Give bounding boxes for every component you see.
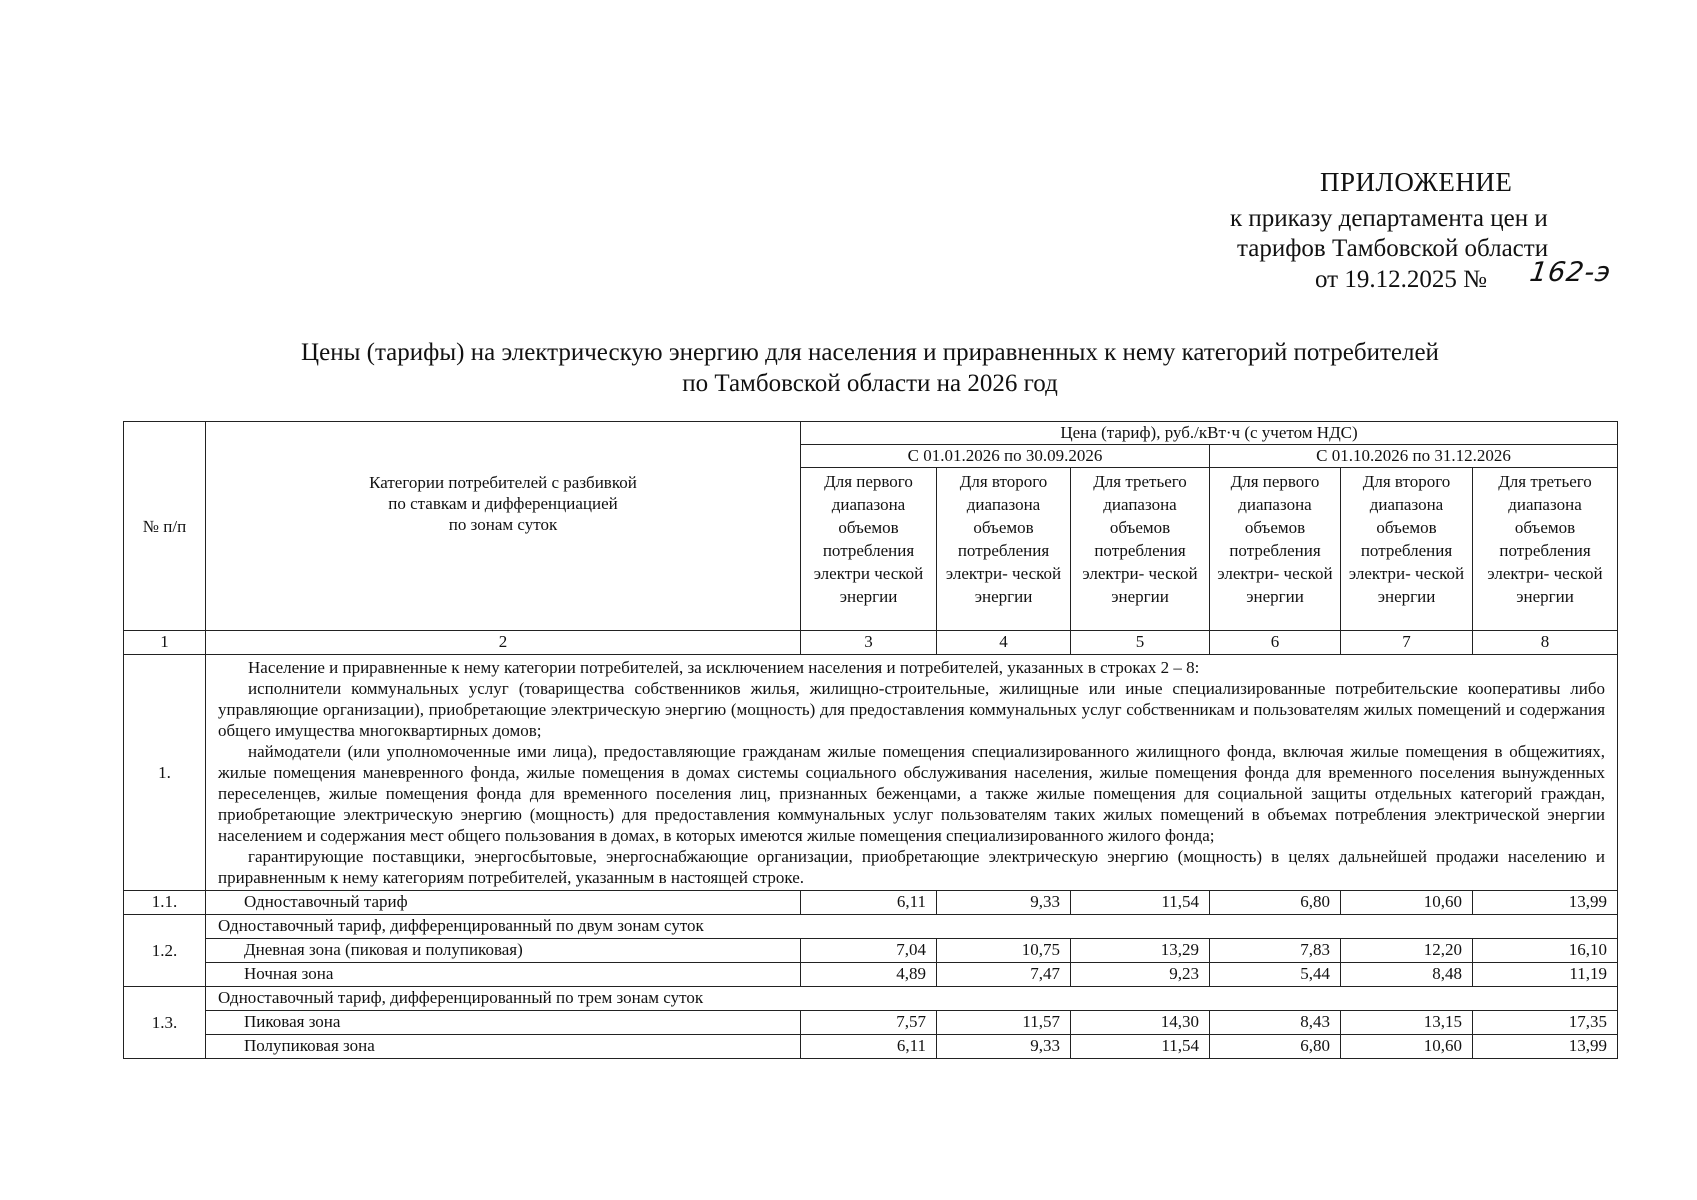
- col-number: 1: [124, 631, 206, 655]
- row-1-paragraph-1: Население и приравненные к нему категории потребителей, за исключением населения и потребителей, указанных в строках 2 – 8:: [248, 658, 1200, 677]
- tariff-value: 6,11: [801, 891, 937, 915]
- row-1-paragraph-3: наймодатели (или уполномоченные ими лица), предоставляющие гражданам жилые помещения специализированного жилищного фонда, включая жилые помещения в общежитиях, жилые помещения маневренного фонда, жилые помещения в домах системы социального обслуживания населения, жилые помещения фонда для временного поселения вынужденных переселенцев, жилые помещения фонда для временного поселения лиц, признанных беженцами, а также жилые помещения для социальной защиты отдельных категорий граждан, приобретающие электрическую энергию (мощность) для предоставления коммунальных услуг пользователям таких жилых помещений в объемах потребления электрической энергии населением и содержания мест общего пользования в домах, в которых имеются жилые помещения специализированного жилого фонда;: [218, 742, 1606, 845]
- tariff-value: 9,33: [937, 1035, 1071, 1059]
- row-group-label: Одноставочный тариф, дифференцированный по трем зонам суток: [206, 987, 1618, 1011]
- row-group-label: Одноставочный тариф, дифференцированный по двум зонам суток: [206, 915, 1618, 939]
- appendix-line-1: к приказу департамента цен и: [1230, 205, 1548, 232]
- col-header-category-line-3: по зонам суток: [448, 514, 558, 534]
- document-title-line-2: по Тамбовской области на 2026 год: [682, 370, 1058, 397]
- appendix-title: ПРИЛОЖЕНИЕ: [1320, 167, 1513, 197]
- tariff-value: 17,35: [1473, 1011, 1618, 1035]
- period-1-header: С 01.01.2026 по 30.09.2026: [801, 445, 1210, 468]
- tariff-value: 6,80: [1210, 891, 1341, 915]
- col-header-num: № п/п: [124, 422, 206, 631]
- tariff-value: 7,57: [801, 1011, 937, 1035]
- order-number-handwritten: 162-э: [1527, 257, 1614, 288]
- row-label: Полупиковая зона: [206, 1035, 801, 1059]
- tariff-value: 9,33: [937, 891, 1071, 915]
- range-header-6: Для третьего диапазона объемов потребления электри- ческой энергии: [1473, 468, 1618, 631]
- tariff-value: 13,29: [1071, 939, 1210, 963]
- tariff-value: 11,19: [1473, 963, 1618, 987]
- col-number: 5: [1071, 631, 1210, 655]
- tariff-value: 6,80: [1210, 1035, 1341, 1059]
- tariff-value: 14,30: [1071, 1011, 1210, 1035]
- col-number: 8: [1473, 631, 1618, 655]
- table-row: [124, 939, 1618, 963]
- col-number: 7: [1341, 631, 1473, 655]
- tariff-value: 4,89: [801, 963, 937, 987]
- tariff-value: 11,54: [1071, 891, 1210, 915]
- tariff-value: 13,15: [1341, 1011, 1473, 1035]
- tariff-value: 13,99: [1473, 891, 1618, 915]
- row-number: 1.2.: [124, 915, 206, 987]
- col-header-category-line-1: Категории потребителей с разбивкой: [369, 472, 637, 492]
- appendix-line-2: тарифов Тамбовской области: [1237, 235, 1549, 262]
- range-header-1: Для первого диапазона объемов потребления электри ческой энергии: [801, 468, 937, 631]
- document-title: [120, 337, 1620, 399]
- row-1-paragraph-4: гарантирующие поставщики, энергосбытовые, энергоснабжающие организации, приобретающие электрическую энергию (мощность) в целях дальнейшей продажи населению и приравненным к нему категориям потребителей, указанным в настоящей строке.: [218, 847, 1606, 887]
- table-row: [124, 963, 1618, 987]
- tariff-value: 10,60: [1341, 891, 1473, 915]
- row-label: Пиковая зона: [206, 1011, 801, 1035]
- row-1-description: [206, 655, 1618, 891]
- row-number: 1.1.: [124, 891, 206, 915]
- col-number: 2: [206, 631, 801, 655]
- range-header-3: Для третьего диапазона объемов потребления электри- ческой энергии: [1071, 468, 1210, 631]
- column-numbers-row: [124, 631, 1618, 655]
- tariff-value: 12,20: [1341, 939, 1473, 963]
- tariff-value: 6,11: [801, 1035, 937, 1059]
- tariff-value: 10,75: [937, 939, 1071, 963]
- tariff-value: 16,10: [1473, 939, 1618, 963]
- row-number: 1.: [124, 655, 206, 891]
- price-header: Цена (тариф), руб./кВт·ч (с учетом НДС): [801, 422, 1618, 445]
- table-row-1-3-header: [124, 987, 1618, 1011]
- range-header-2: Для второго диапазона объемов потребления электри- ческой энергии: [937, 468, 1071, 631]
- row-label: Ночная зона: [206, 963, 801, 987]
- period-2-header: С 01.10.2026 по 31.12.2026: [1210, 445, 1618, 468]
- appendix-line-3: от 19.12.2025 №: [1315, 266, 1487, 293]
- tariff-value: 13,99: [1473, 1035, 1618, 1059]
- table-row-1-1: [124, 891, 1618, 915]
- tariff-value: 7,04: [801, 939, 937, 963]
- table-row: [124, 1011, 1618, 1035]
- tariff-value: 8,48: [1341, 963, 1473, 987]
- tariff-value: 11,57: [937, 1011, 1071, 1035]
- row-1-paragraph-2: исполнители коммунальных услуг (товарищества собственников жилья, жилищно-строительные, жилищные или иные специализированные потребительские кооперативы либо управляющие организации), приобретающие электрическую энергию (мощность) для предоставления коммунальных услуг собственникам и пользователям жилых помещений и содержания общего имущества многоквартирных домов;: [218, 679, 1606, 740]
- row-label: Дневная зона (пиковая и полупиковая): [206, 939, 801, 963]
- col-header-category: [206, 422, 801, 631]
- tariff-table: [123, 421, 1618, 1059]
- tariff-value: 8,43: [1210, 1011, 1341, 1035]
- row-number: 1.3.: [124, 987, 206, 1059]
- col-number: 4: [937, 631, 1071, 655]
- row-label: Одноставочный тариф: [206, 891, 801, 915]
- tariff-value: 11,54: [1071, 1035, 1210, 1059]
- range-header-5: Для второго диапазона объемов потребления электри- ческой энергии: [1341, 468, 1473, 631]
- table-row: [124, 1035, 1618, 1059]
- table-row-1: [124, 655, 1618, 891]
- col-header-category-line-2: по ставкам и дифференциацией: [388, 493, 618, 513]
- tariff-value: 10,60: [1341, 1035, 1473, 1059]
- document-title-line-1: Цены (тарифы) на электрическую энергию для населения и приравненных к нему категорий потребителей: [301, 339, 1439, 366]
- table-row-1-2-header: [124, 915, 1618, 939]
- col-number: 6: [1210, 631, 1341, 655]
- range-header-4: Для первого диапазона объемов потребления электри- ческой энергии: [1210, 468, 1341, 631]
- tariff-value: 7,47: [937, 963, 1071, 987]
- tariff-value: 5,44: [1210, 963, 1341, 987]
- col-number: 3: [801, 631, 937, 655]
- tariff-value: 7,83: [1210, 939, 1341, 963]
- tariff-value: 9,23: [1071, 963, 1210, 987]
